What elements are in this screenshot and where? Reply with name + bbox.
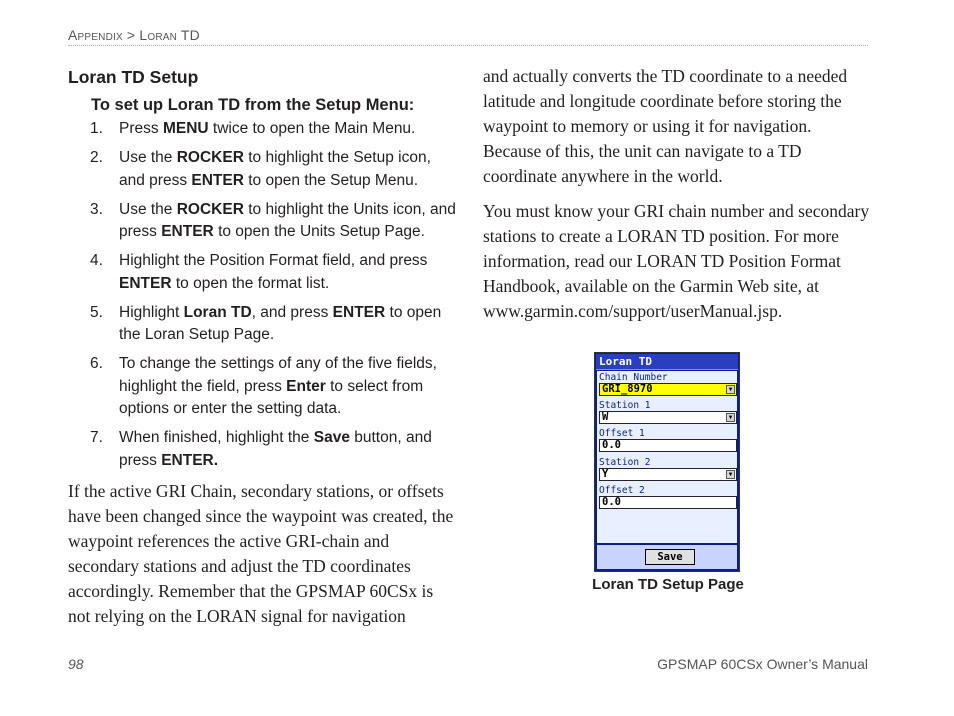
field-label: Chain Number bbox=[599, 372, 668, 383]
step-text: Highlight the Position Format field, and press bbox=[119, 252, 428, 269]
field-value: 0.0 bbox=[602, 439, 621, 451]
station-2-select[interactable] bbox=[599, 468, 737, 481]
field-value: Y bbox=[602, 468, 609, 480]
field-value: GRI_8970 bbox=[602, 383, 653, 395]
step-text: to highlight the Units icon, and press bbox=[119, 200, 456, 240]
step-item bbox=[68, 427, 456, 472]
step-key: Enter bbox=[286, 377, 326, 395]
step-key: ENTER bbox=[191, 171, 244, 189]
step-text: Use the bbox=[119, 149, 177, 166]
header-td: TD bbox=[177, 27, 200, 43]
section-title: Loran TD Setup bbox=[68, 67, 199, 87]
manual-title: GPSMAP 60CSx Owner’s Manual bbox=[657, 656, 868, 672]
offset-2-field[interactable] bbox=[599, 496, 737, 509]
body-paragraph: and actually converts the TD coordinate to a needed latitude and longitude coordinate before storing the waypoint to memory or using it for navigation. Because of this, the unit can navigate to a TD coordinate anywhere in the world. bbox=[483, 66, 848, 186]
step-text: When finished, highlight the bbox=[119, 429, 314, 446]
offset-1-field[interactable] bbox=[599, 439, 737, 452]
step-number: 5. bbox=[90, 303, 103, 321]
step-text: twice to open the Main Menu. bbox=[208, 120, 416, 137]
step-text: to highlight the Setup icon, and press bbox=[119, 149, 431, 189]
field-label: Offset 2 bbox=[599, 485, 645, 496]
step-text: To change the settings of any of the five fields, highlight the field, press bbox=[119, 355, 437, 395]
figure-caption: Loran TD Setup Page bbox=[592, 576, 744, 593]
step-item bbox=[68, 353, 456, 421]
step-number: 2. bbox=[90, 149, 103, 166]
step-text: Press bbox=[119, 120, 163, 137]
step-number: 3. bbox=[90, 200, 103, 218]
dropdown-arrow-icon[interactable]: ▼ bbox=[726, 470, 735, 479]
chain-number-select[interactable] bbox=[599, 383, 737, 396]
field-label: Station 1 bbox=[599, 400, 651, 411]
body-paragraph: You must know your GRI chain number and secondary stations to create a LORAN TD position. For more information, read our LORAN TD Position Format Handbook, available on the Garmin Web site, at www.garmin.com/support/userManual.jsp. bbox=[483, 201, 870, 321]
step-item bbox=[68, 250, 456, 295]
step-item bbox=[68, 302, 456, 347]
field-label: Station 2 bbox=[599, 457, 651, 468]
header-separator: > bbox=[122, 27, 140, 43]
field-value: 0.0 bbox=[602, 496, 621, 508]
running-header bbox=[68, 27, 868, 46]
device-footer bbox=[597, 545, 737, 569]
save-button[interactable]: Save bbox=[645, 549, 695, 565]
step-text: to open the Units Setup Page. bbox=[213, 223, 425, 240]
step-number: 6. bbox=[90, 355, 103, 372]
step-key: ENTER bbox=[119, 274, 172, 292]
field-value: W bbox=[602, 411, 609, 423]
station-1-select[interactable] bbox=[599, 411, 737, 424]
step-key: ENTER. bbox=[161, 451, 219, 469]
step-key: MENU bbox=[162, 120, 209, 137]
step-text: to open the Loran Setup Page. bbox=[119, 303, 442, 343]
field-label: Offset 1 bbox=[599, 428, 645, 439]
dropdown-arrow-icon[interactable]: ▼ bbox=[726, 385, 735, 394]
step-item bbox=[68, 118, 456, 141]
device-screenshot bbox=[594, 352, 740, 572]
step-number: 7. bbox=[90, 429, 103, 446]
step-key: ROCKER bbox=[176, 149, 244, 166]
page-number: 98 bbox=[68, 656, 84, 672]
step-text: to open the Setup Menu. bbox=[243, 171, 419, 189]
subsection-title: To set up Loran TD from the Setup Menu: bbox=[91, 96, 415, 114]
step-number: 1. bbox=[90, 120, 103, 137]
device-form bbox=[597, 371, 737, 543]
device-title: Loran TD bbox=[596, 354, 738, 370]
step-key: Loran TD bbox=[183, 303, 252, 321]
header-appendix: Appendix bbox=[68, 27, 123, 43]
step-key: ENTER bbox=[161, 223, 214, 240]
step-number: 4. bbox=[90, 252, 103, 269]
right-column bbox=[483, 64, 873, 324]
body-paragraph: If the active GRI Chain, secondary stations, or offsets have been changed since the waypoint was created, the waypoint references the active GRI-chain and secondary stations and adjust the TD coordinates accordingly. Remember that the GPSMAP 60CSx is not relying on the LORAN signal for navigation bbox=[68, 480, 454, 626]
step-key: ROCKER bbox=[176, 200, 244, 218]
step-key: ENTER bbox=[332, 303, 386, 321]
step-text: Highlight bbox=[119, 303, 184, 321]
step-text: to select from options or enter the setting data. bbox=[119, 377, 424, 417]
step-text: , and press bbox=[251, 303, 333, 321]
left-column bbox=[68, 66, 456, 629]
steps-list bbox=[68, 118, 456, 472]
dropdown-arrow-icon[interactable]: ▼ bbox=[726, 413, 735, 422]
step-item bbox=[68, 199, 456, 244]
step-text: Use the bbox=[119, 200, 177, 218]
step-text: button, and press bbox=[119, 429, 432, 469]
step-item bbox=[68, 147, 456, 192]
header-loran: Loran bbox=[139, 27, 178, 43]
step-key: Save bbox=[313, 429, 350, 446]
step-text: to open the format list. bbox=[171, 274, 330, 292]
